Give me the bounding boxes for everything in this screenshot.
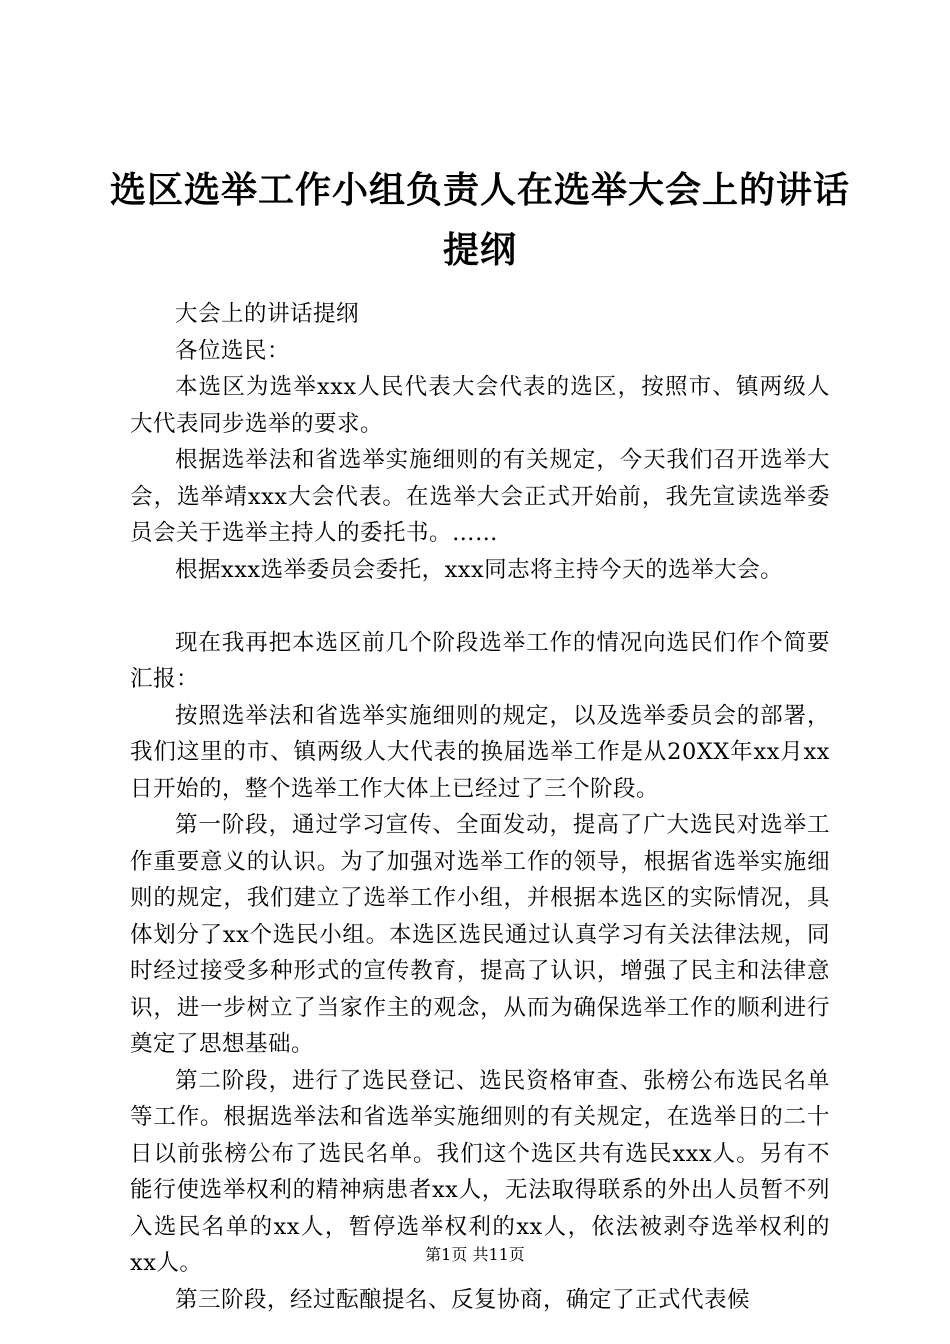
paragraph: 第三阶段，经过酝酿提名、反复协商，确定了正式代表候 [175, 1286, 751, 1313]
document-title [110, 160, 850, 280]
paragraph: 现在我再把本选区前几个阶段选举工作的情况向选民们作个简要汇报： [130, 629, 830, 692]
paragraph: 根据xxx选举委员会委托，xxx同志将主持今天的选举大会。 [175, 556, 784, 583]
page-footer: 第1页 共11页 [425, 1245, 525, 1264]
paragraph: 根据选举法和省选举实施细则的有关规定，今天我们召开选举大会，选举靖xxx大会代表。在选举大会正式开始前，我先宣读选举委员会关于选举主持人的委托书。…… [130, 447, 830, 546]
paragraph: 本选区为选举xxx人民代表大会代表的选区，按照市、镇两级人大代表同步选举的要求。 [130, 374, 830, 437]
paragraph: 第二阶段，进行了选民登记、选民资格审查、张榜公布选民名单等工作。根据选举法和省选举实施细则的有关规定，在选举日的二十日以前张榜公布了选民名单。我们这个选区共有选民xxx人。另有不能行使选举权利的精神病患者xx人，无法取得联系的外出人员暂不列入选民名单的xx人，暂停选举权利的xx人，依法被剥夺选举权利的xx人。 [130, 1067, 830, 1276]
paragraph: 按照选举法和省选举实施细则的规定，以及选举委员会的部署，我们这里的市、镇两级人大代表的换届选举工作是从20XX年xx月xx日开始的，整个选举工作大体上已经过了三个阶段。 [130, 702, 830, 802]
title-line-1: 选区选举工作小组负责人在选举大会上的讲话 [110, 169, 851, 211]
title-line-2: 提纲 [442, 229, 517, 271]
paragraph: 各位选民： [175, 337, 291, 364]
paragraph: 大会上的讲话提纲 [175, 301, 360, 327]
paragraph: 第一阶段，通过学习宣传、全面发动，提高了广大选民对选举工作重要意义的认识。为了加强对选举工作的领导，根据省选举实施细则的规定，我们建立了选举工作小组，并根据本选区的实际情况，具体划分了xx个选民小组。本选区选民通过认真学习有关法律法规，同时经过接受多种形式的宣传教育，提高了认识，增强了民主和法律意识，进一步树立了当家作主的观念，从而为确保选举工作的顺利进行奠定了思想基础。 [130, 812, 830, 1057]
document-body [130, 296, 830, 1318]
blank-line [130, 588, 830, 625]
